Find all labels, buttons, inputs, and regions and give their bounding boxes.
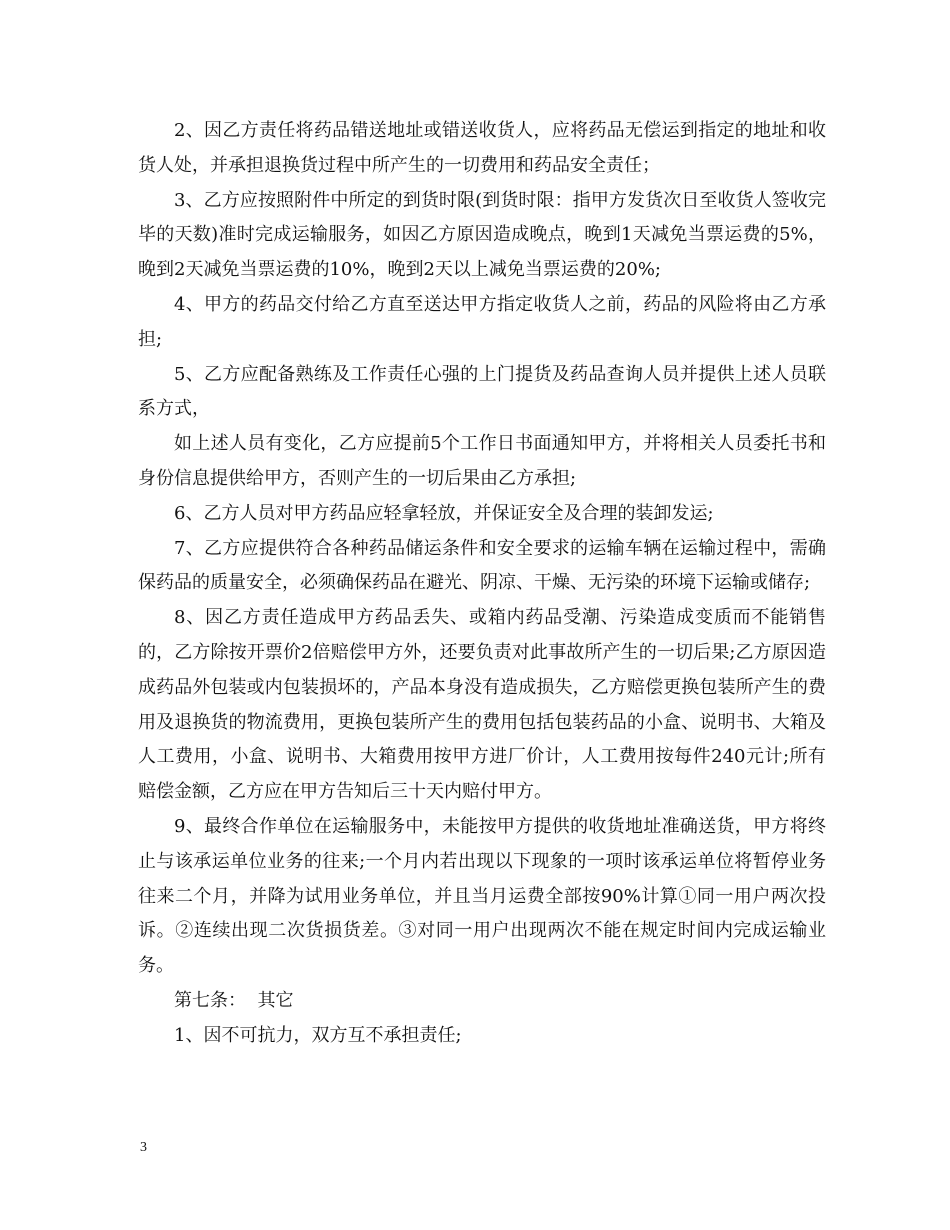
paragraph-clause-3: 3、乙方应按照附件中所定的到货时限(到货时限：指甲方发货次日至收货人签收完毕的天数)准时完成运输服务，如因乙方原因造成晚点，晚到1天减免当票运费的5%，晚到2天减免当票运费的10%，晚到2天以上减免当票运费的20%; [138,189,826,281]
section-heading-article-7: 第七条： 其它 [174,989,294,1011]
paragraph-clause-4: 4、甲方的药品交付给乙方直至送达甲方指定收货人之前，药品的风险将由乙方承担; [138,293,826,350]
paragraph-clause-5: 5、乙方应配备熟练及工作责任心强的上门提货及药品查询人员并提供上述人员联系方式， [138,363,826,420]
paragraph-clause-5-continued: 如上述人员有变化，乙方应提前5个工作日书面通知甲方，并将相关人员委托书和身份信息提供给甲方，否则产生的一切后果由乙方承担; [138,433,826,489]
paragraph-clause-6: 6、乙方人员对甲方药品应轻拿轻放，并保证安全及合理的装卸发运; [174,502,714,524]
paragraph-clause-8: 8、因乙方责任造成甲方药品丢失、或箱内药品受潮、污染造成变质而不能销售的，乙方除按开票价2倍赔偿甲方外，还要负责对此事故所产生的一切后果;乙方原因造成药品外包装或内包装损坏的，产品本身没有造成损失，乙方赔偿更换包装所产生的费用及退换货的物流费用，更换包装所产生的费用包括包装药品的小盒、说明书、大箱及人工费用，小盒、说明书、大箱费用按甲方进厂价计，人工费用按每件240元计;所有赔偿金额，乙方应在甲方告知后三十天内赔付甲方。 [138,607,826,803]
document-body [138,114,826,1054]
paragraph-clause-9: 9、最终合作单位在运输服务中，未能按甲方提供的收货地址准确送货，甲方将终止与该承运单位业务的往来;一个月内若出现以下现象的一项时该承运单位将暂停业务往来二个月，并降为试用业务单位，并且当月运费全部按90%计算①同一用户两次投诉。②连续出现二次货损货差。③对同一用户出现两次不能在规定时间内完成运输业务。 [138,815,826,977]
paragraph-clause-2: 2、因乙方责任将药品错送地址或错送收货人，应将药品无偿运到指定的地址和收货人处，并承担退换货过程中所产生的一切费用和药品安全责任； [138,120,826,176]
page-number: 3 [140,1140,147,1155]
paragraph-clause-7: 7、乙方应提供符合各种药品储运条件和安全要求的运输车辆在运输过程中，需确保药品的质量安全，必须确保药品在避光、阴凉、干燥、无污染的环境下运输或储存; [138,537,826,594]
paragraph-article-7-clause-1: 1、因不可抗力，双方互不承担责任; [174,1024,462,1046]
